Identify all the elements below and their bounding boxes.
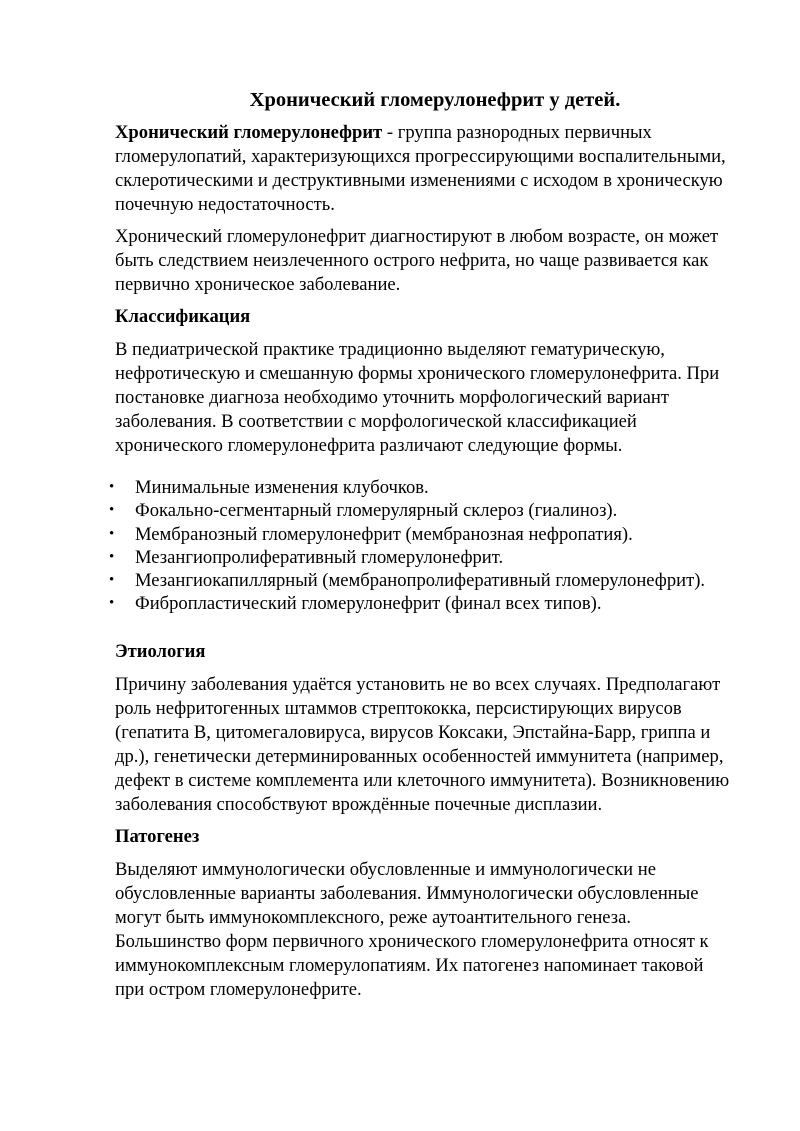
list-item <box>109 592 735 615</box>
bullet-icon: • <box>109 479 115 495</box>
bullet-icon: • <box>109 595 115 612</box>
list-item-text: Фибропластический гломерулонефрит (финал всех типов). <box>135 593 602 615</box>
etiology-heading: Этиология <box>115 640 206 662</box>
etiology-text: Причину заболевания удаётся установить не во всех случаях. Предполагают роль нефритогенных штаммов стрептококка, персистирующих вирусов (гепатита В, цитомегаловируса, вирусов Коксаки, Эпстайна-Барр, гриппа и др.), генетически детерминированных особенностей иммунитета (например, дефект в системе комплемента или клеточного иммунитета). Возникновению заболевания способствуют врождённые почечные дисплазии. <box>115 673 730 815</box>
list-item <box>109 476 735 499</box>
list-item-text: Мембранозный гломерулонефрит (мембранозная нефропатия). <box>135 523 633 545</box>
list-item <box>109 523 735 546</box>
classification-list <box>109 476 735 616</box>
intro-definition: - группа разнородных первичных гломерулопатий, характеризующихся прогрессирующими воспалительными, склеротическими и деструктивными изменениями с исходом в хроническую почечную недостаточность. <box>115 122 726 215</box>
list-item <box>109 569 735 592</box>
bullet-icon: • <box>109 525 115 542</box>
pathogenesis-heading: Патогенез <box>115 825 200 847</box>
intro-term: Хронический гломерулонефрит <box>115 122 383 143</box>
bullet-icon: • <box>109 548 115 565</box>
classification-text: В педиатрической практике традиционно выделяют гематурическую, нефротическую и смешанную формы хронического гломерулонефрита. При постановке диагноза необходимо уточнить морфологический вариант заболевания. В соответствии с морфологической классификацией хронического гломерулонефрита различают следующие формы. <box>115 339 720 456</box>
list-item-text: Минимальные изменения клубочков. <box>135 477 429 498</box>
list-item-text: Мезангиокапиллярный (мембранопролиферативный гломерулонефрит). <box>135 570 706 592</box>
intro-paragraph <box>115 121 735 217</box>
pathogenesis-text: Выделяют иммунологически обусловленные и иммунологически не обусловленные варианты заболевания. Иммунологически обусловленные могут быть иммунокомплексного, реже аутоантительного генеза. Большинство форм первичного хронического гломерулонефрита относят к иммунокомплексным гломерулопатиям. Их патогенез напоминает таковой при остром гломерулонефрите. <box>115 858 709 1000</box>
bullet-icon: • <box>109 572 115 589</box>
list-item-text: Фокально-сегментарный гломерулярный склероз (гиалиноз). <box>135 500 618 522</box>
document-page <box>109 86 735 1010</box>
intro-paragraph-2: Хронический гломерулонефрит диагностируют в любом возрасте, он может быть следствием неизлеченного острого нефрита, но чаще развивается как первично хроническое заболевание. <box>115 226 719 295</box>
list-item <box>109 546 735 569</box>
bullet-icon: • <box>109 502 115 519</box>
document-title: Хронический гломерулонефрит у детей. <box>249 89 621 111</box>
list-item-text: Мезангиопролиферативный гломерулонефрит. <box>135 546 504 568</box>
list-item <box>109 499 735 522</box>
classification-heading: Классификация <box>115 306 251 327</box>
